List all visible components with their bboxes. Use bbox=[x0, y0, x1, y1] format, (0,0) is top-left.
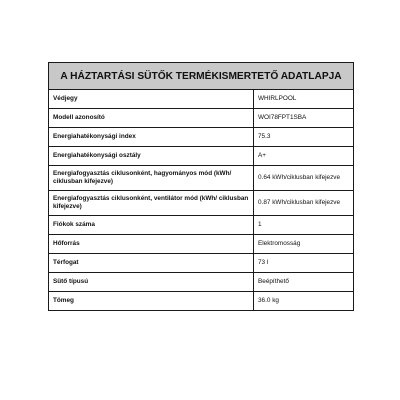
table-row-oven-type bbox=[49, 273, 353, 292]
table-row-model bbox=[49, 109, 353, 128]
row-value: 75.3 bbox=[258, 133, 271, 140]
table-title: A HÁZTARTÁSI SÜTŐK TERMÉKISMERTETŐ ADATLAPJA bbox=[49, 63, 353, 90]
table-row-brand bbox=[49, 90, 353, 109]
row-label: Tömeg bbox=[49, 292, 254, 310]
row-value: 36.0 kg bbox=[258, 297, 279, 304]
table-row-cavities bbox=[49, 216, 353, 235]
row-value: Beépíthető bbox=[258, 278, 289, 285]
row-value: 0.64 kWh/ciklusban kifejezve bbox=[258, 174, 341, 181]
row-value: 73 l bbox=[258, 259, 269, 266]
row-label: Energiahatékonysági index bbox=[49, 128, 254, 146]
table-row-heat-source bbox=[49, 235, 353, 254]
row-label: Térfogat bbox=[49, 254, 254, 272]
table-row-efficiency-class bbox=[49, 147, 353, 166]
row-value: A+ bbox=[258, 152, 266, 159]
row-value: 1 bbox=[258, 221, 262, 228]
row-label: Hőforrás bbox=[49, 235, 254, 253]
table-row-energy-conventional bbox=[49, 166, 353, 191]
table-row-volume bbox=[49, 254, 353, 273]
row-label: Energiahatékonysági osztály bbox=[49, 147, 254, 165]
row-label: Sütő típusú bbox=[49, 273, 254, 291]
product-fiche-table bbox=[48, 62, 354, 311]
row-value: 0.87 kWh/ciklusban kifejezve bbox=[258, 199, 341, 206]
row-label: Modell azonosító bbox=[49, 109, 254, 127]
row-value: WOI78FPT1SBA bbox=[258, 114, 307, 121]
row-label: Fiókok száma bbox=[49, 216, 254, 234]
table-row-weight bbox=[49, 292, 353, 310]
row-label: Energiafogyasztás ciklusonként, hagyományos mód (kWh/ ciklusban kifejezve) bbox=[49, 166, 254, 190]
table-row-energy-fan bbox=[49, 191, 353, 216]
row-value: WHIRLPOOL bbox=[258, 95, 297, 102]
row-value: Elektromosság bbox=[258, 240, 301, 247]
row-label: Energiafogyasztás ciklusonként, ventilátor mód (kWh/ ciklusban kifejezve) bbox=[49, 191, 254, 215]
row-label: Védjegy bbox=[49, 90, 254, 108]
table-row-efficiency-index bbox=[49, 128, 353, 147]
